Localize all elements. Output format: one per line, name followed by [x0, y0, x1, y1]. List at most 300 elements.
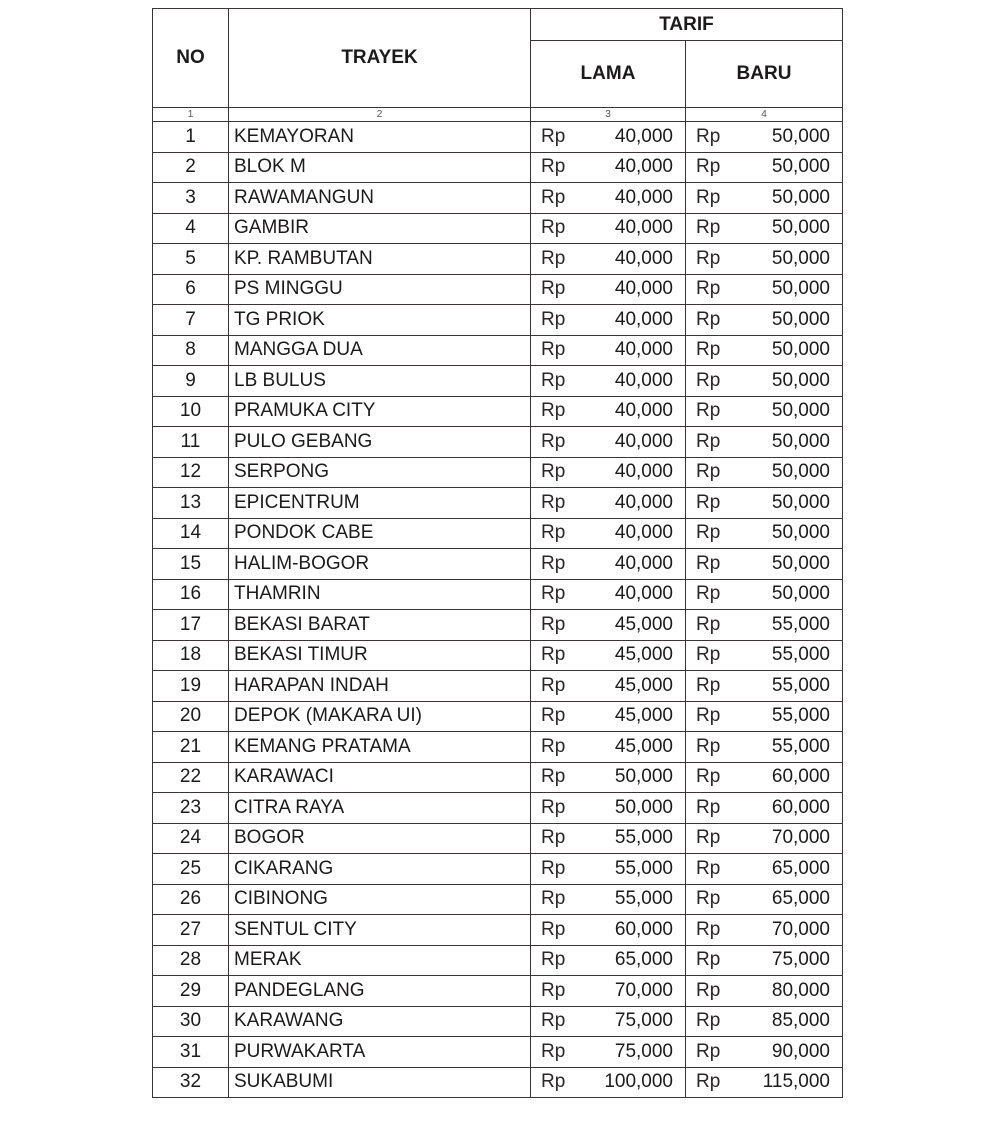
new-fare-amount: 60,000: [771, 796, 830, 818]
old-fare-amount: 40,000: [614, 583, 673, 605]
tariff-table: [152, 8, 843, 1098]
route-name: PS MINGGU: [229, 274, 531, 305]
new-fare-cell: [686, 945, 843, 976]
currency-label: Rp: [541, 613, 566, 635]
new-fare-amount: 55,000: [771, 644, 830, 666]
new-fare-cell: [686, 183, 843, 214]
row-number: 31: [153, 1037, 229, 1068]
row-number: 28: [153, 945, 229, 976]
new-fare-amount: 65,000: [771, 888, 830, 910]
old-fare-amount: 45,000: [614, 674, 673, 696]
new-fare-amount: 75,000: [771, 949, 830, 971]
old-fare-cell: [531, 945, 686, 976]
old-fare-cell: [531, 610, 686, 641]
new-fare-amount: 55,000: [771, 735, 830, 757]
table-row: [153, 1037, 843, 1068]
currency-label: Rp: [696, 735, 721, 757]
old-fare-amount: 40,000: [614, 522, 673, 544]
new-fare-cell: [686, 732, 843, 763]
table-row: [153, 213, 843, 244]
table-row: [153, 1067, 843, 1098]
route-name: CIKARANG: [229, 854, 531, 885]
route-name: KARAWANG: [229, 1006, 531, 1037]
new-fare-amount: 50,000: [771, 308, 830, 330]
old-fare-amount: 40,000: [614, 339, 673, 361]
route-name: TG PRIOK: [229, 305, 531, 336]
row-number: 5: [153, 244, 229, 275]
table-row: [153, 671, 843, 702]
route-name: PRAMUKA CITY: [229, 396, 531, 427]
table-row: [153, 610, 843, 641]
row-number: 16: [153, 579, 229, 610]
row-number: 13: [153, 488, 229, 519]
row-number: 1: [153, 122, 229, 153]
route-name: SUKABUMI: [229, 1067, 531, 1098]
old-fare-amount: 40,000: [614, 400, 673, 422]
route-name: EPICENTRUM: [229, 488, 531, 519]
table-row: [153, 396, 843, 427]
table-row: [153, 488, 843, 519]
old-fare-cell: [531, 366, 686, 397]
new-fare-cell: [686, 305, 843, 336]
header-tarif: TARIF: [531, 9, 843, 41]
route-name: KP. RAMBUTAN: [229, 244, 531, 275]
old-fare-amount: 40,000: [614, 369, 673, 391]
table-row: [153, 457, 843, 488]
row-number: 25: [153, 854, 229, 885]
old-fare-cell: [531, 1067, 686, 1098]
old-fare-amount: 50,000: [614, 796, 673, 818]
new-fare-amount: 85,000: [771, 1010, 830, 1032]
new-fare-cell: [686, 671, 843, 702]
old-fare-amount: 40,000: [614, 461, 673, 483]
currency-label: Rp: [541, 583, 566, 605]
new-fare-cell: [686, 1037, 843, 1068]
route-name: KEMANG PRATAMA: [229, 732, 531, 763]
table-row: [153, 640, 843, 671]
new-fare-amount: 65,000: [771, 857, 830, 879]
new-fare-cell: [686, 488, 843, 519]
row-number: 24: [153, 823, 229, 854]
currency-label: Rp: [696, 918, 721, 940]
table-row: [153, 152, 843, 183]
row-number: 29: [153, 976, 229, 1007]
route-name: CIBINONG: [229, 884, 531, 915]
currency-label: Rp: [696, 522, 721, 544]
currency-label: Rp: [696, 827, 721, 849]
old-fare-cell: [531, 244, 686, 275]
currency-label: Rp: [696, 796, 721, 818]
route-name: GAMBIR: [229, 213, 531, 244]
route-name: KARAWACI: [229, 762, 531, 793]
new-fare-amount: 50,000: [771, 583, 830, 605]
old-fare-cell: [531, 579, 686, 610]
currency-label: Rp: [696, 247, 721, 269]
new-fare-cell: [686, 427, 843, 458]
row-number: 8: [153, 335, 229, 366]
route-name: THAMRIN: [229, 579, 531, 610]
new-fare-cell: [686, 213, 843, 244]
route-name: LB BULUS: [229, 366, 531, 397]
currency-label: Rp: [541, 705, 566, 727]
old-fare-amount: 40,000: [614, 186, 673, 208]
currency-label: Rp: [541, 766, 566, 788]
new-fare-amount: 50,000: [771, 461, 830, 483]
new-fare-cell: [686, 396, 843, 427]
column-number: 4: [686, 108, 843, 122]
table-row: [153, 976, 843, 1007]
row-number: 18: [153, 640, 229, 671]
column-number: 1: [153, 108, 229, 122]
new-fare-amount: 55,000: [771, 705, 830, 727]
new-fare-amount: 60,000: [771, 766, 830, 788]
currency-label: Rp: [541, 125, 566, 147]
old-fare-cell: [531, 884, 686, 915]
old-fare-cell: [531, 335, 686, 366]
old-fare-cell: [531, 1006, 686, 1037]
header-trayek: TRAYEK: [229, 9, 531, 108]
old-fare-amount: 100,000: [604, 1071, 673, 1093]
row-number: 6: [153, 274, 229, 305]
old-fare-cell: [531, 762, 686, 793]
currency-label: Rp: [696, 308, 721, 330]
old-fare-amount: 55,000: [614, 857, 673, 879]
new-fare-cell: [686, 793, 843, 824]
old-fare-cell: [531, 732, 686, 763]
currency-label: Rp: [541, 1010, 566, 1032]
currency-label: Rp: [541, 522, 566, 544]
new-fare-cell: [686, 854, 843, 885]
new-fare-cell: [686, 915, 843, 946]
currency-label: Rp: [696, 430, 721, 452]
old-fare-cell: [531, 396, 686, 427]
route-name: MERAK: [229, 945, 531, 976]
currency-label: Rp: [541, 827, 566, 849]
new-fare-cell: [686, 1006, 843, 1037]
new-fare-amount: 70,000: [771, 918, 830, 940]
old-fare-cell: [531, 488, 686, 519]
row-number: 14: [153, 518, 229, 549]
table-row: [153, 701, 843, 732]
old-fare-cell: [531, 518, 686, 549]
route-name: HARAPAN INDAH: [229, 671, 531, 702]
old-fare-amount: 40,000: [614, 308, 673, 330]
currency-label: Rp: [541, 156, 566, 178]
row-number: 4: [153, 213, 229, 244]
table-row: [153, 122, 843, 153]
row-number: 26: [153, 884, 229, 915]
new-fare-cell: [686, 762, 843, 793]
new-fare-amount: 50,000: [771, 278, 830, 300]
currency-label: Rp: [696, 674, 721, 696]
table-row: [153, 1006, 843, 1037]
currency-label: Rp: [696, 125, 721, 147]
currency-label: Rp: [696, 1010, 721, 1032]
row-number: 2: [153, 152, 229, 183]
old-fare-amount: 40,000: [614, 156, 673, 178]
table-row: [153, 183, 843, 214]
old-fare-cell: [531, 213, 686, 244]
new-fare-amount: 50,000: [771, 552, 830, 574]
row-number: 11: [153, 427, 229, 458]
row-number: 19: [153, 671, 229, 702]
old-fare-amount: 45,000: [614, 644, 673, 666]
column-number: 2: [229, 108, 531, 122]
route-name: BEKASI TIMUR: [229, 640, 531, 671]
currency-label: Rp: [541, 888, 566, 910]
new-fare-cell: [686, 640, 843, 671]
table-row: [153, 549, 843, 580]
new-fare-amount: 50,000: [771, 430, 830, 452]
old-fare-cell: [531, 427, 686, 458]
row-number: 22: [153, 762, 229, 793]
currency-label: Rp: [696, 888, 721, 910]
currency-label: Rp: [696, 766, 721, 788]
new-fare-cell: [686, 884, 843, 915]
currency-label: Rp: [541, 979, 566, 1001]
new-fare-amount: 50,000: [771, 247, 830, 269]
row-number: 20: [153, 701, 229, 732]
new-fare-amount: 50,000: [771, 186, 830, 208]
column-number-row: [153, 108, 843, 122]
route-name: PULO GEBANG: [229, 427, 531, 458]
currency-label: Rp: [541, 430, 566, 452]
route-name: HALIM-BOGOR: [229, 549, 531, 580]
old-fare-amount: 50,000: [614, 766, 673, 788]
table-row: [153, 915, 843, 946]
currency-label: Rp: [541, 796, 566, 818]
old-fare-cell: [531, 976, 686, 1007]
old-fare-amount: 45,000: [614, 705, 673, 727]
table-row: [153, 945, 843, 976]
new-fare-amount: 50,000: [771, 491, 830, 513]
old-fare-cell: [531, 640, 686, 671]
old-fare-amount: 65,000: [614, 949, 673, 971]
new-fare-cell: [686, 457, 843, 488]
currency-label: Rp: [541, 674, 566, 696]
currency-label: Rp: [541, 400, 566, 422]
old-fare-cell: [531, 457, 686, 488]
currency-label: Rp: [541, 644, 566, 666]
route-name: PURWAKARTA: [229, 1037, 531, 1068]
currency-label: Rp: [696, 156, 721, 178]
row-number: 17: [153, 610, 229, 641]
table-row: [153, 884, 843, 915]
route-name: RAWAMANGUN: [229, 183, 531, 214]
old-fare-amount: 40,000: [614, 217, 673, 239]
old-fare-cell: [531, 549, 686, 580]
currency-label: Rp: [696, 552, 721, 574]
table-row: [153, 335, 843, 366]
row-number: 3: [153, 183, 229, 214]
new-fare-amount: 70,000: [771, 827, 830, 849]
route-name: BOGOR: [229, 823, 531, 854]
new-fare-amount: 50,000: [771, 400, 830, 422]
row-number: 27: [153, 915, 229, 946]
new-fare-amount: 90,000: [771, 1040, 830, 1062]
row-number: 32: [153, 1067, 229, 1098]
new-fare-cell: [686, 701, 843, 732]
currency-label: Rp: [696, 1071, 721, 1093]
row-number: 9: [153, 366, 229, 397]
table-header: [153, 9, 843, 122]
new-fare-amount: 50,000: [771, 217, 830, 239]
old-fare-amount: 40,000: [614, 430, 673, 452]
new-fare-cell: [686, 366, 843, 397]
table-row: [153, 732, 843, 763]
table-row: [153, 579, 843, 610]
old-fare-cell: [531, 671, 686, 702]
old-fare-cell: [531, 1037, 686, 1068]
currency-label: Rp: [541, 491, 566, 513]
new-fare-cell: [686, 610, 843, 641]
old-fare-cell: [531, 793, 686, 824]
table-row: [153, 762, 843, 793]
currency-label: Rp: [696, 644, 721, 666]
currency-label: Rp: [541, 461, 566, 483]
row-number: 23: [153, 793, 229, 824]
old-fare-cell: [531, 701, 686, 732]
currency-label: Rp: [696, 705, 721, 727]
row-number: 15: [153, 549, 229, 580]
currency-label: Rp: [541, 339, 566, 361]
row-number: 12: [153, 457, 229, 488]
currency-label: Rp: [541, 735, 566, 757]
old-fare-amount: 40,000: [614, 278, 673, 300]
currency-label: Rp: [696, 613, 721, 635]
header-baru: BARU: [686, 41, 843, 108]
column-number: 3: [531, 108, 686, 122]
currency-label: Rp: [541, 857, 566, 879]
old-fare-amount: 55,000: [614, 827, 673, 849]
currency-label: Rp: [541, 918, 566, 940]
new-fare-amount: 50,000: [771, 156, 830, 178]
new-fare-cell: [686, 122, 843, 153]
new-fare-amount: 55,000: [771, 613, 830, 635]
table-row: [153, 518, 843, 549]
row-number: 10: [153, 396, 229, 427]
currency-label: Rp: [541, 949, 566, 971]
old-fare-cell: [531, 122, 686, 153]
table-row: [153, 823, 843, 854]
table-row: [153, 854, 843, 885]
currency-label: Rp: [541, 369, 566, 391]
old-fare-amount: 60,000: [614, 918, 673, 940]
route-name: KEMAYORAN: [229, 122, 531, 153]
old-fare-amount: 70,000: [614, 979, 673, 1001]
old-fare-cell: [531, 305, 686, 336]
new-fare-amount: 50,000: [771, 339, 830, 361]
route-name: PANDEGLANG: [229, 976, 531, 1007]
old-fare-cell: [531, 854, 686, 885]
route-name: BLOK M: [229, 152, 531, 183]
new-fare-amount: 50,000: [771, 522, 830, 544]
header-lama: LAMA: [531, 41, 686, 108]
table-row: [153, 366, 843, 397]
row-number: 7: [153, 305, 229, 336]
old-fare-cell: [531, 823, 686, 854]
new-fare-amount: 55,000: [771, 674, 830, 696]
new-fare-cell: [686, 976, 843, 1007]
currency-label: Rp: [696, 583, 721, 605]
old-fare-amount: 55,000: [614, 888, 673, 910]
new-fare-amount: 80,000: [771, 979, 830, 1001]
new-fare-amount: 115,000: [762, 1071, 830, 1093]
currency-label: Rp: [541, 186, 566, 208]
old-fare-amount: 75,000: [614, 1040, 673, 1062]
new-fare-cell: [686, 335, 843, 366]
old-fare-amount: 40,000: [614, 552, 673, 574]
currency-label: Rp: [696, 217, 721, 239]
table-body: [153, 122, 843, 1098]
currency-label: Rp: [696, 491, 721, 513]
table-row: [153, 244, 843, 275]
currency-label: Rp: [541, 1040, 566, 1062]
old-fare-amount: 40,000: [614, 125, 673, 147]
currency-label: Rp: [541, 278, 566, 300]
currency-label: Rp: [696, 1040, 721, 1062]
currency-label: Rp: [696, 979, 721, 1001]
currency-label: Rp: [696, 857, 721, 879]
route-name: CITRA RAYA: [229, 793, 531, 824]
table-row: [153, 793, 843, 824]
route-name: DEPOK (MAKARA UI): [229, 701, 531, 732]
new-fare-cell: [686, 823, 843, 854]
new-fare-amount: 50,000: [771, 125, 830, 147]
header-no: NO: [153, 9, 229, 108]
route-name: MANGGA DUA: [229, 335, 531, 366]
old-fare-amount: 40,000: [614, 491, 673, 513]
currency-label: Rp: [541, 247, 566, 269]
table-row: [153, 305, 843, 336]
currency-label: Rp: [696, 186, 721, 208]
row-number: 30: [153, 1006, 229, 1037]
route-name: BEKASI BARAT: [229, 610, 531, 641]
old-fare-cell: [531, 152, 686, 183]
old-fare-cell: [531, 915, 686, 946]
old-fare-amount: 45,000: [614, 613, 673, 635]
old-fare-amount: 45,000: [614, 735, 673, 757]
currency-label: Rp: [696, 461, 721, 483]
new-fare-cell: [686, 579, 843, 610]
route-name: SENTUL CITY: [229, 915, 531, 946]
row-number: 21: [153, 732, 229, 763]
table-row: [153, 427, 843, 458]
table-row: [153, 274, 843, 305]
currency-label: Rp: [541, 552, 566, 574]
currency-label: Rp: [541, 1071, 566, 1093]
tariff-sheet: [152, 8, 842, 1098]
currency-label: Rp: [541, 308, 566, 330]
currency-label: Rp: [696, 949, 721, 971]
currency-label: Rp: [541, 217, 566, 239]
new-fare-cell: [686, 244, 843, 275]
new-fare-cell: [686, 274, 843, 305]
new-fare-amount: 50,000: [771, 369, 830, 391]
old-fare-amount: 40,000: [614, 247, 673, 269]
old-fare-cell: [531, 274, 686, 305]
new-fare-cell: [686, 549, 843, 580]
old-fare-amount: 75,000: [614, 1010, 673, 1032]
route-name: SERPONG: [229, 457, 531, 488]
currency-label: Rp: [696, 400, 721, 422]
currency-label: Rp: [696, 369, 721, 391]
currency-label: Rp: [696, 339, 721, 361]
new-fare-cell: [686, 152, 843, 183]
route-name: PONDOK CABE: [229, 518, 531, 549]
new-fare-cell: [686, 1067, 843, 1098]
old-fare-cell: [531, 183, 686, 214]
